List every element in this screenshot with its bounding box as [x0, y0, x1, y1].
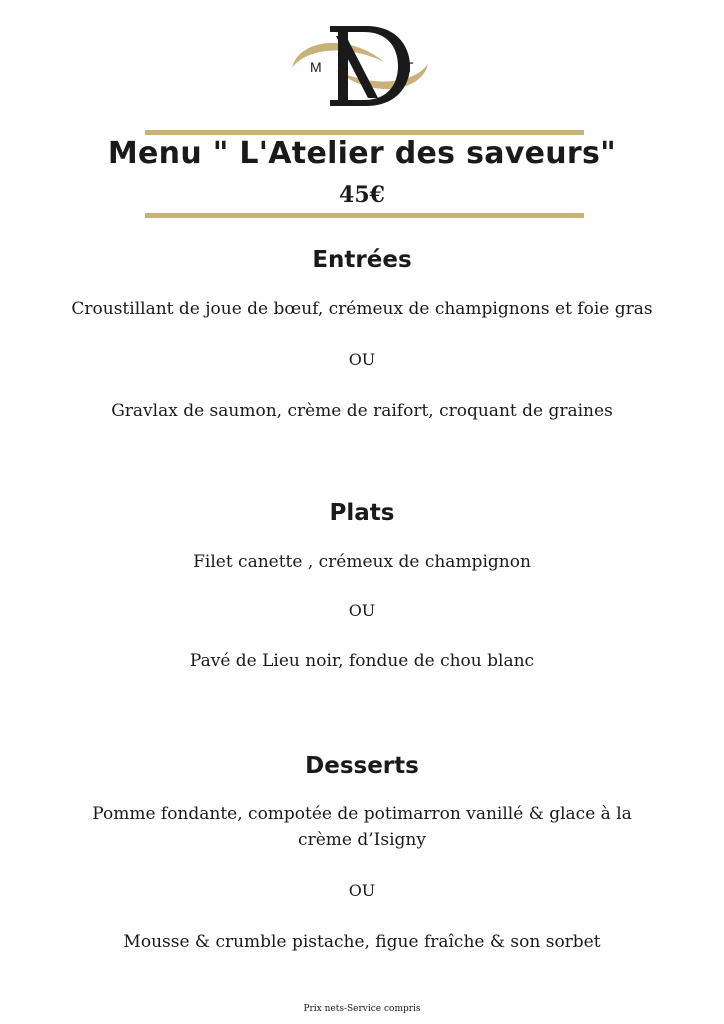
plat-option-2: Pavé de Lieu noir, fondue de chou blanc	[189, 651, 535, 671]
dessert-option-1-line-2: crème d’Isigny	[298, 830, 426, 850]
entree-or: OU	[348, 350, 376, 369]
logo-letter-t: T	[405, 59, 414, 75]
section-heading-entrees: Entrées	[312, 247, 412, 273]
plat-or: OU	[348, 601, 376, 620]
logo-letter-m: M	[310, 59, 322, 75]
menu-price: 45€	[339, 182, 385, 208]
section-heading-plats: Plats	[329, 500, 395, 526]
logo-swoosh-right	[336, 64, 428, 89]
footer-note: Prix nets-Service compris	[303, 1004, 421, 1014]
plat-option-1: Filet canette , crémeux de champignon	[193, 552, 531, 572]
title-bottom-rule	[145, 213, 584, 218]
entree-option-1: Croustillant de joue de bœuf, crémeux de champignons et foie gras	[71, 299, 653, 319]
dessert-option-1-line-1: Pomme fondante, compotée de potimarron vanillé & glace à la	[92, 804, 632, 824]
entree-option-2: Gravlax de saumon, crème de raifort, croquant de graines	[111, 401, 613, 421]
menu-title: Menu " L'Atelier des saveurs"	[107, 136, 617, 171]
title-top-rule	[145, 130, 584, 135]
section-heading-desserts: Desserts	[305, 753, 419, 779]
dessert-or: OU	[348, 881, 376, 900]
dessert-option-2: Mousse & crumble pistache, figue fraîche & son sorbet	[123, 932, 601, 952]
restaurant-logo	[288, 22, 432, 110]
